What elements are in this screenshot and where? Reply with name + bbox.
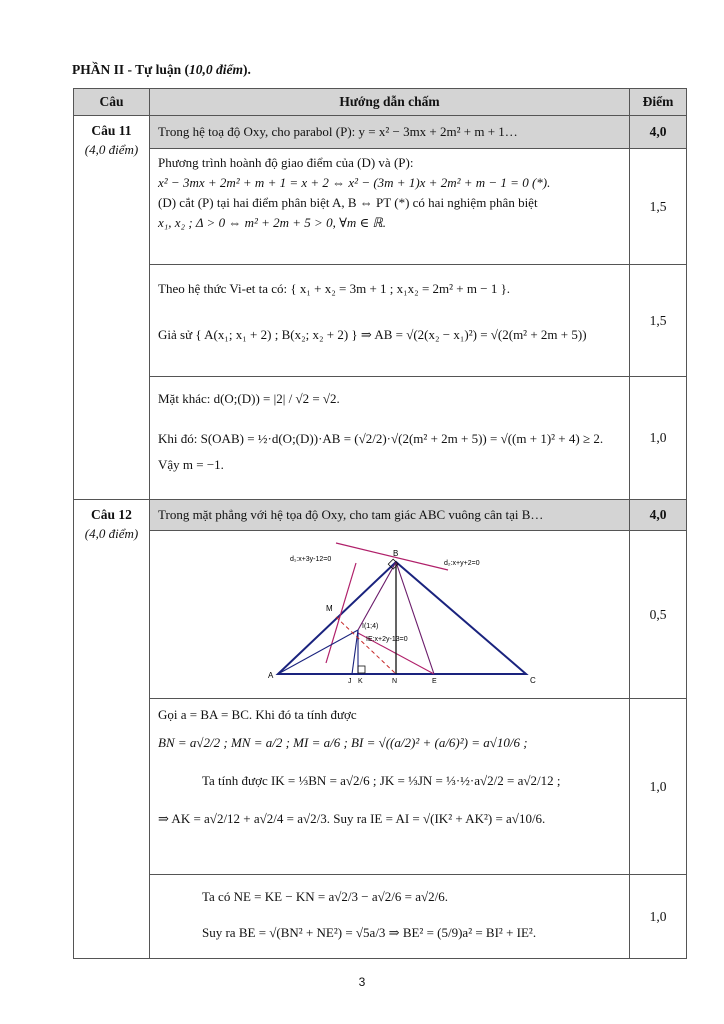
page-number: 3: [358, 975, 366, 989]
q11-r3-content: [150, 377, 630, 500]
line-d1: [326, 563, 356, 663]
q12-points: (4,0 điểm): [84, 525, 139, 541]
triangle-figure: [150, 533, 628, 693]
line-bi: [358, 562, 396, 630]
label-d1: d₁:x+3y-12=0: [290, 555, 332, 563]
q11-r1-content: [150, 149, 630, 265]
q12-row-3: [74, 875, 687, 959]
q11-label: Câu 11: [91, 123, 132, 138]
q11-total: 4,0: [630, 116, 687, 149]
q12-r3-line2: Suy ra BE = √(BN² + NE²) = √5a/3 ⇒ BE² = (5/9)a² = BI² + IE².: [202, 925, 537, 941]
section-heading-points: 10,0 điểm: [189, 62, 243, 77]
q12-statement: Trong mặt phẳng với hệ tọa độ Oxy, cho tam giác ABC vuông cân tại B…: [150, 500, 630, 531]
q11-row-2: [74, 265, 687, 377]
q11-r3-line3: Vậy m = −1.: [158, 457, 224, 473]
q11-r1-line3: (D) cắt (P) tại hai điểm phân biệt A, B ⇔ PT (*) có hai nghiệm phân biệt: [158, 195, 538, 211]
section-heading-part: PHẦN II - Tự luận (: [72, 62, 189, 77]
label-ie: IE:x+2y-13=0: [366, 635, 408, 643]
q12-total: 4,0: [630, 500, 687, 531]
header-guide: Hướng dẫn chấm: [150, 89, 630, 116]
q11-r2-content: [150, 265, 630, 377]
q11-r1-line4: x₁, x₂ ; Δ > 0 ⇔ m² + 2m + 5 > 0, ∀m ∈ ℝ.: [158, 215, 386, 231]
q12-label: Câu 12: [91, 507, 132, 522]
label-n: N: [392, 677, 398, 685]
q12-row-2: [74, 699, 687, 875]
label-e: E: [432, 677, 437, 685]
q12-statement-row: [74, 500, 687, 531]
q11-points: (4,0 điểm): [84, 141, 139, 157]
q12-figure-cell: [150, 531, 630, 699]
q11-r2-score: 1,5: [630, 265, 687, 377]
label-c: C: [530, 675, 536, 685]
q11-statement: Trong hệ toạ độ Oxy, cho parabol (P): y = x² − 3mx + 2m² + m + 1…: [150, 116, 630, 149]
q12-label-cell: [74, 500, 150, 959]
label-a: A: [268, 670, 274, 680]
right-angle-k: [358, 666, 365, 673]
label-i: I(1;4): [362, 622, 379, 630]
section-heading: [72, 62, 251, 78]
q11-r1-line2: x² − 3mx + 2m² + m + 1 = x + 2 ⇔ x² − (3m + 1)x + 2m² + m − 1 = 0 (*).: [158, 175, 551, 191]
q12-r3-content: [150, 875, 630, 959]
label-j: J: [348, 677, 352, 685]
section-heading-tail: ).: [243, 62, 251, 77]
q11-r1-score: 1,5: [630, 149, 687, 265]
q11-row-1: [74, 149, 687, 265]
q12-r2-line3: Ta tính được IK = ⅓BN = a√2/6 ; JK = ⅓JN = ⅓·½·a√2/2 = a√2/12 ;: [202, 773, 561, 789]
q12-figure-score: 0,5: [630, 531, 687, 699]
q11-row-3: [74, 377, 687, 500]
q12-figure-row: [74, 531, 687, 699]
q12-r2-score: 1,0: [630, 699, 687, 875]
label-d2: d₂:x+y+2=0: [444, 559, 480, 567]
grading-table: [73, 88, 687, 959]
label-k: K: [358, 677, 363, 685]
q12-r2-content: [150, 699, 630, 875]
header-score: Điểm: [630, 89, 687, 116]
label-b: B: [393, 548, 399, 558]
q12-r3-line1: Ta có NE = KE − KN = a√2/3 − a√2/6 = a√2/6.: [202, 889, 448, 904]
q11-r2-line1: Theo hệ thức Vi-et ta có: { x₁ + x₂ = 3m + 1 ; x₁x₂ = 2m² + m − 1 }.: [158, 281, 511, 296]
q11-label-cell: [74, 116, 150, 500]
table-header-row: [74, 89, 687, 116]
q12-r2-line1: Gọi a = BA = BC. Khi đó ta tính được: [158, 707, 357, 722]
q12-r2-line4: ⇒ AK = a√2/12 + a√2/4 = a√2/3. Suy ra IE = AI = √(IK² + AK²) = a√10/6.: [158, 811, 546, 827]
q11-r2-line2: Giả sử { A(x₁; x₁ + 2) ; B(x₂; x₂ + 2) } ⇒ AB = √(2(x₂ − x₁)²) = √(2(m² + 2m + 5)): [158, 327, 587, 343]
header-cau: Câu: [74, 89, 150, 116]
q11-r3-line1: Mặt khác: d(O;(D)) = |2| / √2 = √2.: [158, 391, 340, 406]
q11-statement-row: [74, 116, 687, 149]
label-m: M: [326, 603, 333, 613]
q11-r3-score: 1,0: [630, 377, 687, 500]
q12-r2-line2: BN = a√2/2 ; MN = a/2 ; MI = a/6 ; BI = √((a/2)² + (a/6)²) = a√10/6 ;: [158, 735, 528, 751]
q12-r3-score: 1,0: [630, 875, 687, 959]
q11-r3-line2: Khi đó: S(OAB) = ½·d(O;(D))·AB = (√2/2)·√(2(m² + 2m + 5)) = √((m + 1)² + 4) ≥ 2.: [158, 431, 604, 447]
q11-r1-line1: Phương trình hoành độ giao điểm của (D) và (P):: [158, 155, 414, 170]
